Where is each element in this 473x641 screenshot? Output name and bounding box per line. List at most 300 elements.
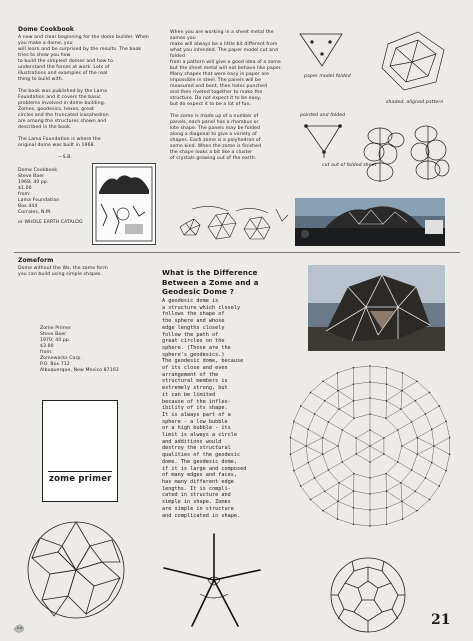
zome-primer-cover-title: zome primer xyxy=(49,474,112,484)
lattice-node xyxy=(322,454,323,455)
lattice-node xyxy=(397,429,398,430)
lattice-strut xyxy=(370,382,387,384)
article-title xyxy=(162,268,302,297)
lattice-strut xyxy=(354,414,370,418)
lattice-strut xyxy=(387,501,402,507)
lattice-strut xyxy=(387,384,402,390)
lattice-node xyxy=(339,482,340,483)
article-body-line: limit is always a circle xyxy=(162,432,237,439)
article-body-line: qualities of the geodesic xyxy=(162,452,241,459)
lattice-strut xyxy=(311,381,324,392)
lattice-strut xyxy=(403,511,418,519)
lattice-strut xyxy=(315,414,329,422)
lattice-strut xyxy=(402,391,415,401)
lattice-strut xyxy=(386,483,401,491)
lattice-strut xyxy=(339,474,354,483)
lattice-node xyxy=(417,437,418,438)
lattice-node xyxy=(386,384,387,385)
lattice-node xyxy=(433,445,434,446)
lattice-strut xyxy=(370,524,387,526)
dome-cookbook-text-line: original dome was built in 1968. xyxy=(18,143,96,148)
lattice-strut xyxy=(356,430,370,438)
lattice-node xyxy=(411,469,412,470)
zome-sheet-metal-text-line: impossible in steel. The panels will be xyxy=(170,78,262,83)
article-body-line: and complicated in shape. xyxy=(162,512,241,519)
article-body-line: the sphere and whose xyxy=(162,318,225,325)
lattice-strut xyxy=(338,501,353,507)
article-body-line: has many different edge xyxy=(162,478,234,485)
dome-cookbook-order-line: 1968; 40 pp. xyxy=(18,180,49,185)
star-lattice-drawing xyxy=(282,358,458,534)
article-body-line: The geodesic dome, because xyxy=(162,358,244,365)
page-number: 21 xyxy=(431,612,451,628)
lattice-node xyxy=(290,437,291,438)
article-body xyxy=(162,298,302,519)
zome-connector-drawing xyxy=(160,530,266,630)
lattice-node xyxy=(369,397,370,398)
zome-primer-order-info xyxy=(40,326,120,374)
lattice-strut xyxy=(417,500,430,511)
lattice-node xyxy=(383,453,384,454)
lattice-strut xyxy=(353,508,370,510)
lattice-strut xyxy=(384,454,398,462)
lattice-strut xyxy=(356,446,370,454)
lattice-strut xyxy=(417,454,432,462)
lattice-strut xyxy=(323,422,329,438)
lattice-node xyxy=(411,421,412,422)
dome-cookbook-order-line: $1.00 xyxy=(18,186,32,191)
lattice-strut xyxy=(386,462,398,474)
lattice-strut xyxy=(425,406,439,414)
article-body-line: are simple in structure xyxy=(162,505,234,512)
article-body-line: sphere's geodesics.) xyxy=(162,351,225,358)
folded-triangle-drawing xyxy=(296,28,348,68)
lattice-node xyxy=(322,510,323,511)
lattice-strut xyxy=(311,500,324,511)
polyhedra-figures-row xyxy=(172,205,290,250)
dome-cookbook-order-line: Box 444 xyxy=(18,204,38,209)
lattice-strut xyxy=(290,446,306,454)
lattice-strut xyxy=(315,470,329,478)
zome-sheet-metal-text-line: but do expect it to be a lot of fun. xyxy=(170,102,252,107)
lattice-node xyxy=(308,462,309,463)
lattice-node xyxy=(356,437,357,438)
lattice-strut xyxy=(308,454,323,462)
lattice-node xyxy=(415,400,416,401)
lattice-strut xyxy=(328,462,342,470)
lattice-strut xyxy=(338,430,342,446)
article-body-line: structural members is xyxy=(162,378,228,385)
lattice-strut xyxy=(294,421,308,429)
lattice-strut xyxy=(290,454,294,470)
article-body-line: arrangement of the xyxy=(162,371,219,378)
lattice-strut xyxy=(325,491,338,501)
lattice-strut xyxy=(415,393,429,401)
zome-primer-order-line: Zomeworks Corp. xyxy=(40,356,83,361)
lattice-node xyxy=(308,429,309,430)
lattice-strut xyxy=(342,418,354,430)
aligned-pattern-drawing xyxy=(378,28,450,98)
lattice-node xyxy=(369,477,370,478)
lattice-strut xyxy=(370,446,384,454)
lattice-strut xyxy=(328,422,342,430)
lattice-strut xyxy=(338,373,339,391)
lattice-strut xyxy=(325,391,338,401)
zome-primer-order-line: $3.00 xyxy=(40,344,54,349)
zome-primer-order-line: 1970; 40 pp. xyxy=(40,338,71,343)
zome-primer-cover xyxy=(42,400,118,502)
lattice-node xyxy=(386,507,387,508)
zome-sheet-metal-text-line: make will always be a little bit different from xyxy=(170,42,278,47)
dome-cookbook-order-line: Dome Cookbook xyxy=(18,168,58,173)
article-body-line: and additions would xyxy=(162,438,222,445)
lattice-strut xyxy=(338,519,354,524)
dome-cookbook-order-line: Lama Foundation xyxy=(18,198,60,203)
lattice-node xyxy=(339,409,340,410)
lattice-strut xyxy=(398,430,402,446)
article-body-line: sphere. (Those are the xyxy=(162,344,231,351)
article-body-line: edge lengths closely xyxy=(162,324,225,331)
article-body-line: great circles on the xyxy=(162,338,225,345)
lattice-strut xyxy=(301,406,315,414)
lattice-node xyxy=(337,372,338,373)
zome-sheet-metal-text-line: panels, each panel has a rhombus or xyxy=(170,120,259,125)
zome-primer-order-line: from: xyxy=(40,350,53,355)
lattice-node xyxy=(439,485,440,486)
lattice-node xyxy=(337,445,338,446)
lattice-strut xyxy=(301,478,315,486)
lattice-node xyxy=(431,429,432,430)
dome-cookbook-text-line: understand the forces at work. Lots of xyxy=(18,65,110,70)
lattice-node xyxy=(328,469,329,470)
lattice-node xyxy=(353,524,354,525)
lattice-node xyxy=(369,493,370,494)
lattice-node xyxy=(369,413,370,414)
lattice-strut xyxy=(432,446,434,463)
lattice-node xyxy=(293,470,294,471)
lattice-node xyxy=(429,392,430,393)
lattice-strut xyxy=(417,381,430,392)
lattice-strut xyxy=(338,391,354,401)
lattice-strut xyxy=(354,398,370,401)
lattice-node xyxy=(369,445,370,446)
lattice-node xyxy=(353,491,354,492)
lattice-strut xyxy=(339,409,354,418)
lattice-node xyxy=(401,501,402,502)
lattice-strut xyxy=(370,454,384,462)
article-body-line: ibility of its shape. xyxy=(162,405,228,412)
zome-sheet-metal-text-line: shapes. Each zome is a polyhedron of xyxy=(170,138,261,143)
lattice-strut xyxy=(401,391,402,410)
lattice-strut xyxy=(412,414,426,422)
lattice-node xyxy=(386,491,387,492)
lattice-strut xyxy=(425,414,431,429)
lattice-node xyxy=(449,454,450,455)
article-body-line: A geodesic dome is xyxy=(162,298,219,304)
corner-logo-icon xyxy=(12,622,26,634)
lattice-strut xyxy=(315,401,325,414)
article-body-line: of many edges and faces, xyxy=(162,472,237,479)
zome-sheet-metal-text-line: and then riveted together to make the xyxy=(170,90,263,95)
lattice-node xyxy=(439,405,440,406)
lattice-node xyxy=(300,405,301,406)
lattice-strut xyxy=(386,474,401,483)
lattice-strut xyxy=(306,446,308,463)
lattice-strut xyxy=(384,430,398,438)
lattice-strut xyxy=(294,463,308,471)
zome-sheet-metal-text-line: kite shape. The panels may be folded xyxy=(170,126,261,131)
lattice-strut xyxy=(398,422,412,430)
lattice-node xyxy=(425,413,426,414)
dome-cookbook-heading: Dome Cookbook xyxy=(18,26,74,33)
lattice-node xyxy=(416,510,417,511)
dome-cookbook-order-info xyxy=(18,168,88,216)
zome-sheet-metal-text-line: what you intended. The paper model cut and folded xyxy=(170,48,279,59)
lattice-node xyxy=(386,367,387,368)
zome-primer-order-line: Albuquerque, New Mexico 87103 xyxy=(40,368,119,373)
article-title-line: What is the Difference xyxy=(162,268,258,277)
lattice-node xyxy=(305,445,306,446)
lattice-node xyxy=(337,501,338,502)
article-body-line: It is always part of a xyxy=(162,411,231,418)
lattice-strut xyxy=(370,366,387,368)
lattice-node xyxy=(369,461,370,462)
lattice-node xyxy=(385,473,386,474)
lattice-node xyxy=(401,445,402,446)
lattice-node xyxy=(324,491,325,492)
article-body-line: lengths. It is compli- xyxy=(162,485,231,492)
dome-cookbook-text-line: Foundation and it covers the basic xyxy=(18,95,101,100)
lattice-strut xyxy=(401,483,402,502)
lattice-strut xyxy=(338,491,354,501)
lattice-node xyxy=(300,485,301,486)
article-body-line: or a high bubble - its xyxy=(162,425,231,432)
lattice-strut xyxy=(386,491,402,501)
lattice-node xyxy=(397,461,398,462)
zome-sheet-metal-text-line: structure. Do not expect it to be easy, xyxy=(170,96,262,101)
lattice-strut xyxy=(387,519,403,524)
lattice-strut xyxy=(325,483,339,492)
lattice-strut xyxy=(301,393,311,407)
lattice-node xyxy=(402,519,403,520)
lattice-strut xyxy=(294,471,301,486)
dome-cookbook-text-line: are among the structures shown and xyxy=(18,119,107,124)
lattice-strut xyxy=(306,438,323,446)
lattice-node xyxy=(417,454,418,455)
lattice-strut xyxy=(338,391,339,410)
lattice-node xyxy=(401,390,402,391)
lattice-strut xyxy=(328,470,339,483)
lattice-node xyxy=(353,400,354,401)
lattice-strut xyxy=(415,401,425,414)
lattice-node xyxy=(322,381,323,382)
lattice-strut xyxy=(412,422,418,438)
lattice-strut xyxy=(306,446,323,454)
zomeform-intro-line: you can build using simple shapes. xyxy=(18,272,102,277)
dome-cookbook-cover-art xyxy=(93,164,155,244)
lattice-strut xyxy=(439,406,446,421)
zome-primer-order-line: Steve Baer xyxy=(40,332,67,337)
lattice-node xyxy=(415,491,416,492)
lattice-strut xyxy=(446,454,450,470)
lattice-strut xyxy=(412,470,426,478)
lattice-strut xyxy=(323,511,338,519)
lattice-strut xyxy=(403,373,418,381)
lattice-strut xyxy=(353,524,370,526)
article-body-line: follows the shape of xyxy=(162,311,225,318)
lattice-node xyxy=(400,409,401,410)
lattice-strut xyxy=(290,421,294,437)
lattice-strut xyxy=(370,508,387,510)
lattice-strut xyxy=(339,401,354,409)
lattice-strut xyxy=(328,409,339,422)
lattice-node xyxy=(337,519,338,520)
zome-sheet-metal-text-line: along a diagonal to give a variety of xyxy=(170,132,257,137)
lattice-strut xyxy=(398,462,412,470)
lattice-node xyxy=(385,418,386,419)
article-body-line: sphere - a low bubble xyxy=(162,418,228,425)
lattice-strut xyxy=(398,446,402,462)
lattice-strut xyxy=(356,454,370,462)
lattice-strut xyxy=(338,384,353,390)
article-body-line: dome. The geodesic dome, xyxy=(162,458,237,465)
lattice-strut xyxy=(354,474,370,478)
lattice-strut xyxy=(402,373,403,391)
caption-cut: cut out of folded sheet xyxy=(322,163,377,168)
dome-cookbook-text xyxy=(18,35,153,149)
article-body-line: if it is large and composed xyxy=(162,465,247,472)
lattice-strut xyxy=(338,501,339,519)
article-body-line: of its close and even xyxy=(162,365,228,372)
lattice-strut xyxy=(342,430,356,438)
dome-cookbook-order-line: Steve Baer xyxy=(18,174,45,179)
lattice-strut xyxy=(325,401,339,410)
lattice-strut xyxy=(342,462,354,474)
article-title-line: Geodesic Dome ? xyxy=(162,287,235,296)
zome-sheet-metal-text-line: but the sheet metal will not behave like paper. xyxy=(170,66,282,71)
lattice-node xyxy=(322,437,323,438)
lattice-node xyxy=(402,372,403,373)
dome-cookbook-order-note: or WHOLE EARTH CATALOG xyxy=(18,220,83,225)
article-body-line: follow the path of xyxy=(162,331,219,338)
lattice-strut xyxy=(401,409,412,422)
zome-structure-photo xyxy=(308,265,445,351)
lattice-strut xyxy=(370,414,386,418)
lattice-strut xyxy=(402,446,417,454)
lattice-node xyxy=(353,418,354,419)
lattice-node xyxy=(337,390,338,391)
article-body-line: because of the inflex- xyxy=(162,398,231,405)
dome-cookbook-text-line: Zomes, geodesics, hexes, great xyxy=(18,107,94,112)
article-body-line: a structure which closely xyxy=(162,304,241,311)
lattice-node xyxy=(324,400,325,401)
lattice-strut xyxy=(306,429,308,446)
lattice-strut xyxy=(290,438,306,446)
lattice-strut xyxy=(417,429,432,437)
lattice-strut xyxy=(323,373,338,381)
lattice-strut xyxy=(417,446,434,454)
lattice-strut xyxy=(339,483,354,491)
lattice-node xyxy=(383,437,384,438)
lattice-strut xyxy=(386,418,398,430)
lattice-strut xyxy=(311,491,325,499)
lattice-strut xyxy=(386,391,402,401)
lattice-strut xyxy=(417,438,434,446)
zome-sheet-metal-text-line: When you are working in a sheet metal the zomes you xyxy=(170,30,274,41)
dome-cookbook-text-line: The Lama Foundation is where the xyxy=(18,137,101,142)
truncated-icosahedron-drawing xyxy=(328,555,408,635)
section-divider xyxy=(14,252,460,253)
lattice-strut xyxy=(338,446,342,462)
lattice-node xyxy=(369,525,370,526)
lattice-strut xyxy=(402,438,417,446)
caption-aligned: shaded, aligned pattern xyxy=(386,100,444,105)
lattice-node xyxy=(353,473,354,474)
lattice-strut xyxy=(432,421,446,429)
zome-sheet-metal-text-line: of crystals growing out of the earth. xyxy=(170,156,257,161)
zomeform-heading: Zomeform xyxy=(18,257,54,264)
lattice-strut xyxy=(323,454,329,470)
article-body-line: destroy the structural xyxy=(162,445,231,452)
lattice-strut xyxy=(294,406,301,421)
lattice-node xyxy=(353,384,354,385)
caption-folded: paper model folded xyxy=(304,74,351,79)
lattice-strut xyxy=(323,501,338,510)
article-body-line: extremely strong, but xyxy=(162,385,228,392)
zome-sheet-metal-text-line: some kind. When the zome is finished xyxy=(170,144,262,149)
article-title-line: Between a Zome and a xyxy=(162,277,259,287)
article-body-line: it can be limited xyxy=(162,391,216,398)
dome-cookbook-order-line: from: xyxy=(18,192,31,197)
lattice-strut xyxy=(370,474,386,478)
article-body-line: cated in structure and xyxy=(162,492,231,499)
dome-cookbook-text-line: thing to build with. xyxy=(18,77,64,82)
lattice-strut xyxy=(439,471,446,486)
lattice-node xyxy=(416,381,417,382)
dome-cookbook-text-line: A new and clear beginning for the dome builder. When you make a dome, you xyxy=(18,35,149,46)
lattice-node xyxy=(446,421,447,422)
lattice-strut xyxy=(425,463,431,478)
zome-cluster-drawing xyxy=(360,120,452,196)
lattice-strut xyxy=(370,398,386,401)
lattice-node xyxy=(310,392,311,393)
dome-construction-photo xyxy=(295,198,445,246)
lattice-node xyxy=(353,367,354,368)
lattice-strut xyxy=(342,454,356,462)
dome-cookbook-signature: —S.B. xyxy=(58,155,73,160)
caption-pointed: pointed and folded xyxy=(300,113,346,118)
zome-sheet-metal-text xyxy=(170,30,290,162)
lattice-strut xyxy=(311,393,325,401)
zomeform-intro-line: Dome without the Ws, the zome form xyxy=(18,266,108,271)
lattice-node xyxy=(369,381,370,382)
lattice-strut xyxy=(430,486,440,500)
rhombic-zonohedron-drawing xyxy=(24,518,128,622)
zomeform-intro xyxy=(18,266,148,278)
lattice-strut xyxy=(370,438,384,446)
lattice-strut xyxy=(432,463,446,471)
lattice-strut xyxy=(415,491,429,499)
lattice-strut xyxy=(425,478,439,486)
lattice-node xyxy=(342,429,343,430)
lattice-node xyxy=(449,437,450,438)
lattice-strut xyxy=(338,368,354,373)
lattice-strut xyxy=(412,454,418,470)
lattice-strut xyxy=(434,438,450,446)
pointed-triangle-drawing xyxy=(300,118,348,158)
lattice-node xyxy=(293,421,294,422)
lattice-strut xyxy=(402,501,417,510)
